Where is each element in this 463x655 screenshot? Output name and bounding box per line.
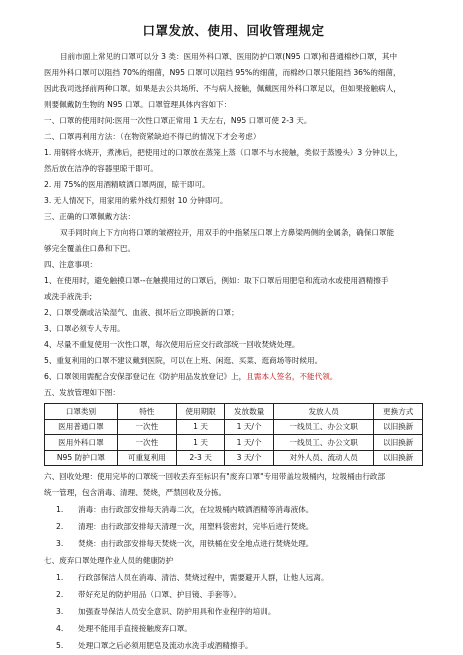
table-cell: 医用外科口罩 <box>45 435 118 451</box>
section-6-heading: 六、回收处理：使用完毕的口罩统一回收丢弃至标识有"废弃口罩"专用带盖垃圾桶内，垃圾桶由行政部 <box>44 472 386 481</box>
section-5-heading: 五、发放管理如下图： <box>44 388 120 397</box>
table-cell: 1 天 <box>176 435 225 451</box>
intro-line: 医用外科口罩可以阻挡 70%的细菌，N95 口罩可以阻挡 95%的细菌，而棉纱口罩只能阻挡 36%的细菌， <box>44 68 401 77</box>
table-row <box>45 435 423 451</box>
section-4-item: 2、口罩受潮或沾染湿气、血液、损坏后立即换新的口罩； <box>44 308 239 317</box>
list-text: 清理：由行政部安排每天清理一次，用塑料袋密封，完毕后进行焚烧。 <box>78 522 314 532</box>
section-4-item: 3、口罩必须专人专用。 <box>44 324 125 333</box>
section-3-text: 双手同时向上下方向将口罩的皱褶拉开，用双手的中指紧压口罩上方鼻梁两侧的金属条，确保口罩能 <box>60 228 395 237</box>
list-text: 消毒：由行政部安排每天消毒二次，在垃圾桶内喷洒酒精等消毒液体。 <box>78 505 314 514</box>
section-4-item-cont: 或洗手液洗手; <box>44 292 93 301</box>
section-2-item: 3. 无人情况下，用家用的紫外线灯照射 10 分钟即可。 <box>44 196 228 205</box>
table-cell: 一线员工、办公文职 <box>273 419 374 435</box>
intro-line: 因此我司选择前两种口罩。如果是去公共场所、不与病人接触，佩戴医用外科口罩足以，但如果接触病人， <box>44 84 401 93</box>
list-item <box>44 518 423 535</box>
section-2-heading: 二、口罩再利用方法：（在物资紧缺迫不得已的情况下才会考虑） <box>44 132 261 141</box>
table-row <box>45 450 423 466</box>
table-header-cell: 发放数量 <box>225 404 274 420</box>
table-cell: 以旧换新 <box>374 419 423 435</box>
section-4-item <box>44 369 423 385</box>
table-header-cell: 口罩类别 <box>45 404 118 420</box>
list-item <box>44 586 423 603</box>
table-header-cell: 发放人员 <box>273 404 374 420</box>
list-text: 焚烧：由行政部安排每天焚烧一次，用铁桶在安全地点进行焚烧处理。 <box>78 539 314 549</box>
intro-paragraph <box>44 49 423 113</box>
list-item <box>44 535 423 552</box>
table-cell: 以旧换新 <box>374 435 423 451</box>
table-cell: 一次性 <box>117 419 176 435</box>
list-number: 3. <box>56 607 64 617</box>
table-cell: N95 防护口罩 <box>45 450 118 466</box>
item-6-text: 6、口罩领用需配合安保部登记在《防护用品发放登记》上， <box>44 372 247 381</box>
table-header-row <box>45 404 423 420</box>
list-number: 2. <box>56 589 64 599</box>
table-cell: 医用普通口罩 <box>45 419 118 435</box>
list-text: 带好充足的防护用品（口罩、护目镜、手套等）。 <box>78 589 242 599</box>
section-4-item: 4、尽量不重复使用一次性口罩，每次使用后应交行政部统一回收焚烧处理。 <box>44 340 300 349</box>
table-header-cell: 使用期限 <box>176 404 225 420</box>
table-cell: 一次性 <box>117 435 176 451</box>
list-item <box>44 620 423 637</box>
list-item <box>44 603 423 620</box>
table-cell: 1 天 <box>176 419 225 435</box>
section-4-heading: 四、注意事项： <box>44 260 98 269</box>
table-cell: 可重复利用 <box>117 450 176 466</box>
list-number: 1. <box>56 505 64 514</box>
section-2-item-cont: 然后放在洁净的容器里晾干即可。 <box>44 164 158 173</box>
section-3-text-cont: 够完全覆盖住口鼻和下巴。 <box>44 244 136 253</box>
list-text: 处理不能用手直接接触废弃口罩。 <box>78 624 192 634</box>
section-2-item: 2. 用 75%的医用酒精喷洒口罩两面，晾干即可。 <box>44 180 210 189</box>
section-6-heading-cont: 统一管理，包含消毒、清理、焚烧，严禁回收及分拣。 <box>44 488 227 497</box>
table-header-cell: 更换方式 <box>374 404 423 420</box>
table-cell: 对外人员、流动人员 <box>273 450 374 466</box>
page-title: 口罩发放、使用、回收管理规定 <box>142 23 325 38</box>
list-number: 5. <box>56 641 64 651</box>
list-item <box>44 569 423 586</box>
section-1: 一、口罩的使用时间:医用一次性口罩正常用 1 天左右，N95 口罩可使 2-3 天。 <box>44 116 312 125</box>
table-header-cell: 特性 <box>117 404 176 420</box>
section-4-item: 5、重复利用的口罩不建议戴到医院，可以在上班、闲逛、买菜、逛商场等时候用。 <box>44 356 323 365</box>
list-number: 4. <box>56 624 64 634</box>
table-cell: 一线员工、办公文职 <box>273 435 374 451</box>
list-item <box>44 501 423 518</box>
list-item <box>44 637 423 654</box>
list-text: 行政部保洁人员在消毒、清洁、焚烧过程中，需要避开人群，让他人远离。 <box>78 572 329 582</box>
list-number: 2. <box>56 522 64 532</box>
intro-line: 目前市面上常见的口罩可以分 3 类：医用外科口罩、医用防护口罩(N95 口罩)和普通棉纱口罩，其中 <box>60 52 398 61</box>
table-cell: 以旧换新 <box>374 450 423 466</box>
distribution-table <box>44 403 423 466</box>
table-cell: 2-3 天 <box>176 450 225 466</box>
item-6-highlight: 且需本人签名，不能代领。 <box>246 372 338 381</box>
list-number: 1. <box>56 572 64 582</box>
table-cell: 3 天/个 <box>225 450 274 466</box>
section-4-item: 1、在使用时，避免触摸口罩--在触摸用过的口罩后，例如：取下口罩后用肥皂和流动水或使用酒精擦手 <box>44 276 389 285</box>
list-number: 3. <box>56 539 64 549</box>
table-row <box>45 419 423 435</box>
table-cell: 1 天/个 <box>225 435 274 451</box>
intro-line: 则要佩戴防生物的 N95 口罩。口罩管理具体内容如下： <box>44 100 232 109</box>
table-cell: 1 天/个 <box>225 419 274 435</box>
section-3-heading: 三、正确的口罩佩戴方法： <box>44 212 136 221</box>
list-text: 处理口罩之后必须用肥皂及流动水洗手或酒精擦手。 <box>78 641 253 651</box>
section-7-heading: 七、废弃口罩处理作业人员的健康防护 <box>44 555 174 565</box>
section-2-item: 1. 用钢将水烧开，煮沸后，把使用过的口罩放在蒸笼上蒸（口罩不与水接触，类似于蒸馒头）3 分钟以上， <box>44 148 403 157</box>
list-text: 加强查导保洁人员安全意识、防护用具和作业程序的培训。 <box>78 607 276 617</box>
